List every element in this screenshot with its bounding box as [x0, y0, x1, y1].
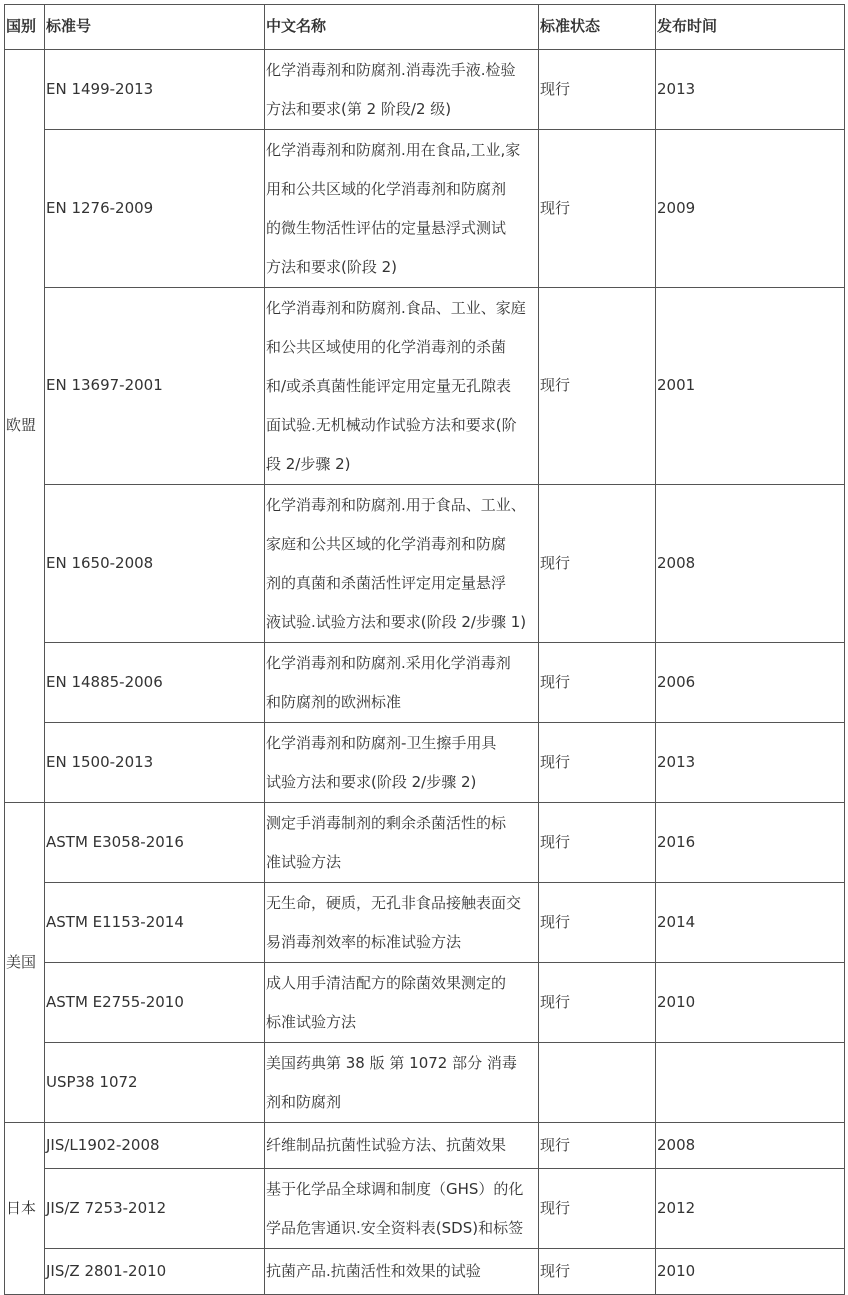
chinese-name-line: 标准试验方法 — [266, 1012, 357, 1031]
publish-year-cell: 2008 — [656, 1123, 845, 1169]
publish-year-cell: 2008 — [656, 485, 845, 643]
publish-year-cell: 2013 — [656, 50, 845, 130]
publish-year-cell: 2016 — [656, 803, 845, 883]
standard-code-cell: EN 14885-2006 — [45, 643, 265, 723]
standard-code-cell: ASTM E1153-2014 — [45, 883, 265, 963]
chinese-name-cell — [265, 1249, 539, 1295]
standard-code-cell: JIS/Z 2801-2010 — [45, 1249, 265, 1295]
chinese-name-line: 无生命，硬质，无孔非食品接触表面交 — [266, 893, 522, 912]
chinese-name-line: 化学消毒剂和防腐剂.消毒洗手液.检验 — [266, 60, 516, 79]
chinese-name-line: 的微生物活性评估的定量悬浮式测试 — [266, 218, 507, 237]
standard-code-cell: JIS/Z 7253-2012 — [45, 1169, 265, 1249]
chinese-name-cell — [265, 1123, 539, 1169]
chinese-name-line: 化学消毒剂和防腐剂-卫生擦手用具 — [266, 733, 497, 752]
chinese-name-cell — [265, 803, 539, 883]
status-cell: 现行 — [539, 50, 656, 130]
country-cell: 美国 — [5, 803, 45, 1123]
standard-code-cell: EN 1276-2009 — [45, 130, 265, 288]
status-cell: 现行 — [539, 288, 656, 485]
chinese-name-line: 测定手消毒制剂的剩余杀菌活性的标 — [266, 813, 507, 832]
chinese-name-cell — [265, 883, 539, 963]
chinese-name-line: 易消毒剂效率的标准试验方法 — [266, 932, 462, 951]
chinese-name-line: 用和公共区域的化学消毒剂和防腐剂 — [266, 179, 507, 198]
table-row — [5, 50, 845, 130]
publish-year-cell: 2012 — [656, 1169, 845, 1249]
table-row — [5, 130, 845, 288]
table-row — [5, 803, 845, 883]
table-row — [5, 1043, 845, 1123]
header-publish-year: 发布时间 — [656, 5, 845, 50]
chinese-name-line: 试验方法和要求(阶段 2/步骤 2) — [266, 772, 477, 791]
status-cell: 现行 — [539, 963, 656, 1043]
chinese-name-line: 段 2/步骤 2) — [266, 454, 351, 473]
status-cell: 现行 — [539, 883, 656, 963]
country-cell: 日本 — [5, 1123, 45, 1295]
header-row — [5, 5, 845, 50]
chinese-name-cell — [265, 643, 539, 723]
publish-year-cell: 2006 — [656, 643, 845, 723]
chinese-name-line: 液试验.试验方法和要求(阶段 2/步骤 1) — [266, 612, 527, 631]
chinese-name-cell — [265, 1043, 539, 1123]
table-row — [5, 288, 845, 485]
chinese-name-line: 剂和防腐剂 — [266, 1092, 342, 1111]
standard-code-cell: EN 13697-2001 — [45, 288, 265, 485]
chinese-name-cell — [265, 485, 539, 643]
standard-code-cell: EN 1650-2008 — [45, 485, 265, 643]
chinese-name-line: 准试验方法 — [266, 852, 342, 871]
status-cell: 现行 — [539, 485, 656, 643]
table-row — [5, 963, 845, 1043]
chinese-name-cell — [265, 50, 539, 130]
header-chinese-name: 中文名称 — [265, 5, 539, 50]
chinese-name-cell — [265, 130, 539, 288]
chinese-name-line: 抗菌产品.抗菌活性和效果的试验 — [266, 1261, 481, 1280]
chinese-name-line: 和公共区域使用的化学消毒剂的杀菌 — [266, 337, 507, 356]
status-cell: 现行 — [539, 723, 656, 803]
chinese-name-cell — [265, 1169, 539, 1249]
chinese-name-line: 基于化学品全球调和制度（GHS）的化 — [266, 1179, 524, 1198]
chinese-name-line: 纤维制品抗菌性试验方法、抗菌效果 — [266, 1135, 507, 1154]
chinese-name-line: 方法和要求(阶段 2) — [266, 257, 398, 276]
country-cell: 欧盟 — [5, 50, 45, 803]
publish-year-cell: 2001 — [656, 288, 845, 485]
standard-code-cell: ASTM E3058-2016 — [45, 803, 265, 883]
standard-code-cell: ASTM E2755-2010 — [45, 963, 265, 1043]
table-row — [5, 1249, 845, 1295]
chinese-name-line: 化学消毒剂和防腐剂.用于食品、工业、 — [266, 495, 526, 514]
header-country: 国别 — [5, 5, 45, 50]
header-standard-code: 标准号 — [45, 5, 265, 50]
chinese-name-cell — [265, 288, 539, 485]
chinese-name-line: 和防腐剂的欧洲标准 — [266, 692, 402, 711]
status-cell: 现行 — [539, 803, 656, 883]
table-row — [5, 1123, 845, 1169]
status-cell: 现行 — [539, 1249, 656, 1295]
chinese-name-line: 化学消毒剂和防腐剂.用在食品,工业,家 — [266, 140, 521, 159]
standard-code-cell: JIS/L1902-2008 — [45, 1123, 265, 1169]
table-row — [5, 723, 845, 803]
chinese-name-line: 化学消毒剂和防腐剂.采用化学消毒剂 — [266, 653, 511, 672]
standard-code-cell: EN 1499-2013 — [45, 50, 265, 130]
publish-year-cell: 2014 — [656, 883, 845, 963]
publish-year-cell — [656, 1043, 845, 1123]
status-cell — [539, 1043, 656, 1123]
publish-year-cell: 2009 — [656, 130, 845, 288]
chinese-name-line: 家庭和公共区域的化学消毒剂和防腐 — [266, 534, 507, 553]
chinese-name-cell — [265, 723, 539, 803]
status-cell: 现行 — [539, 1169, 656, 1249]
chinese-name-line: 化学消毒剂和防腐剂.食品、工业、家庭 — [266, 298, 526, 317]
chinese-name-line: 成人用手清洁配方的除菌效果测定的 — [266, 973, 507, 992]
chinese-name-cell — [265, 963, 539, 1043]
standards-table-body — [5, 5, 845, 1295]
standard-code-cell: USP38 1072 — [45, 1043, 265, 1123]
chinese-name-line: 美国药典第 38 版 第 1072 部分 消毒 — [266, 1053, 517, 1072]
table-row — [5, 1169, 845, 1249]
table-row — [5, 485, 845, 643]
publish-year-cell: 2010 — [656, 963, 845, 1043]
publish-year-cell: 2010 — [656, 1249, 845, 1295]
standard-code-cell: EN 1500-2013 — [45, 723, 265, 803]
chinese-name-line: 剂的真菌和杀菌活性评定用定量悬浮 — [266, 573, 507, 592]
table-row — [5, 643, 845, 723]
chinese-name-line: 面试验.无机械动作试验方法和要求(阶 — [266, 415, 517, 434]
chinese-name-line: 学品危害通识.安全资料表(SDS)和标签 — [266, 1218, 524, 1237]
status-cell: 现行 — [539, 643, 656, 723]
publish-year-cell: 2013 — [656, 723, 845, 803]
chinese-name-line: 方法和要求(第 2 阶段/2 级) — [266, 99, 452, 118]
table-row — [5, 883, 845, 963]
chinese-name-line: 和/或杀真菌性能评定用定量无孔隙表 — [266, 376, 512, 395]
status-cell: 现行 — [539, 1123, 656, 1169]
header-status: 标准状态 — [539, 5, 656, 50]
status-cell: 现行 — [539, 130, 656, 288]
standards-table — [4, 4, 845, 1295]
